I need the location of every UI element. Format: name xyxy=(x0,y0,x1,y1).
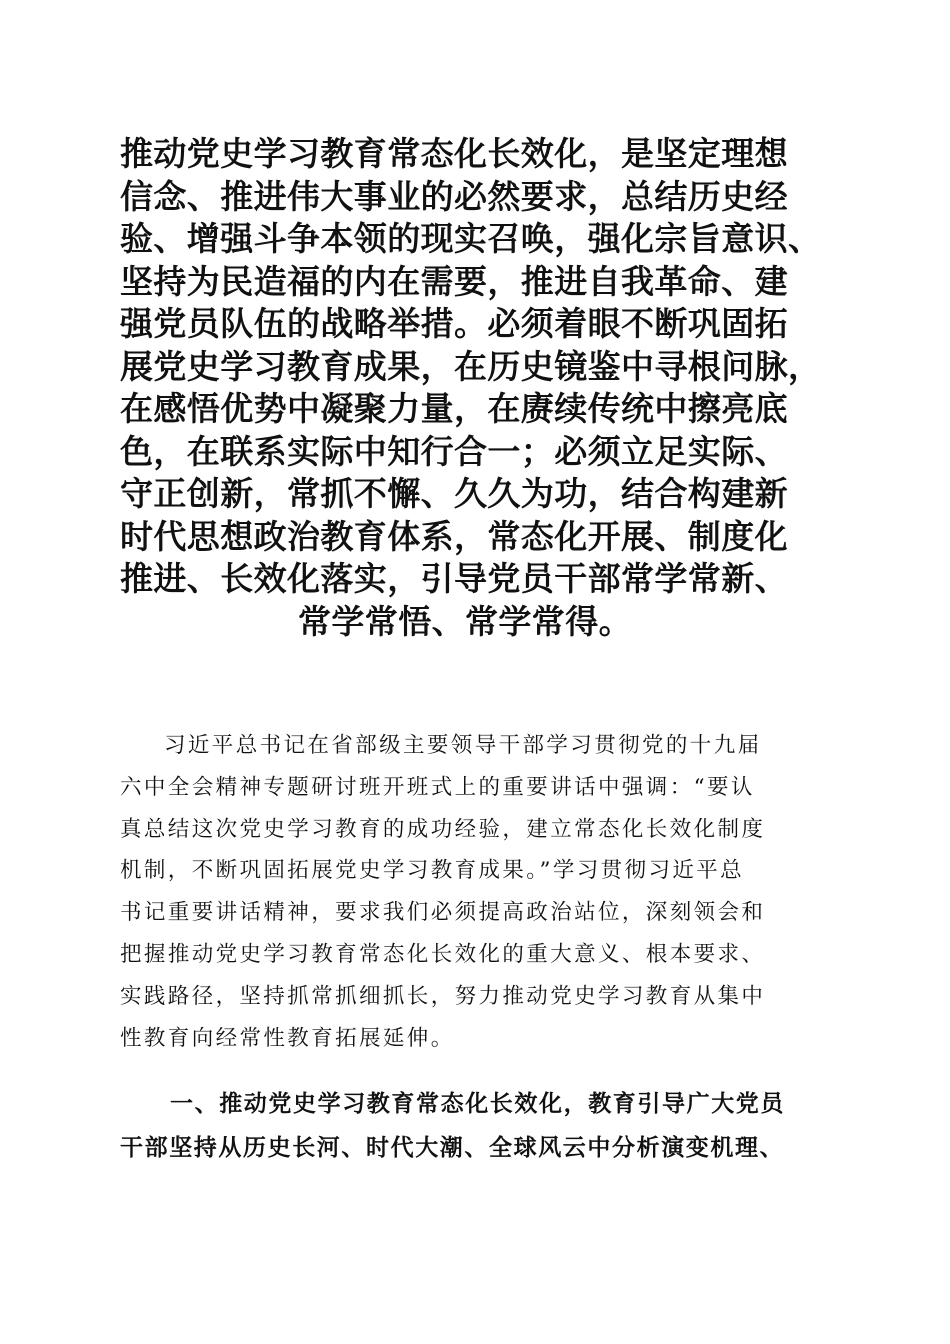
abstract-line: 在感悟优势中凝聚力量，在赓续传统中擦亮底 xyxy=(120,389,788,428)
abstract-line: 强党员队伍的战略举措。必须着眼不断巩固拓 xyxy=(120,304,788,343)
abstract-line: 常学常悟、常学常得。 xyxy=(298,601,632,641)
abstract-line: 守正创新，常抓不懈、久久为功，结合构建新 xyxy=(120,474,788,513)
abstract-line: 时代思想政治教育体系，常态化开展、制度化 xyxy=(120,516,788,556)
abstract-line: 推动党史学习教育常态化长效化，是坚定理想 xyxy=(120,134,788,173)
body-line: 习近平总书记在省部级主要领导干部学习贯彻党的十九届 xyxy=(164,733,762,758)
section-line: 干部坚持从历史长河、时代大潮、全球风云中分析演变机理、 xyxy=(120,1135,785,1161)
body-line: 六中全会精神专题研讨班开班式上的重要讲话中强调：“要认 xyxy=(120,774,755,800)
abstract-block xyxy=(120,133,840,643)
body-line: 书记重要讲话精神，要求我们必须提高政治站位，深刻领会和 xyxy=(120,900,766,926)
body-line: 把握推动党史学习教育常态化长效化的重大意义、根本要求、 xyxy=(120,941,766,967)
body-line: 性教育向经常性教育拓展延伸。 xyxy=(120,1025,455,1051)
abstract-line: 展党史学习教育成果，在历史镜鉴中寻根问脉， xyxy=(120,346,822,386)
body-line: 真总结这次党史学习教育的成功经验，建立常态化长效化制度 xyxy=(120,816,766,842)
abstract-line: 色，在联系实际中知行合一；必须立足实际、 xyxy=(120,431,788,471)
section-line: 一、推动党史学习教育常态化长效化，教育引导广大党员 xyxy=(170,1091,785,1117)
body-line: 机制，不断巩固拓展党史学习教育成果。”学习贯彻习近平总 xyxy=(120,858,745,884)
abstract-line: 坚持为民造福的内在需要，推进自我革命、建 xyxy=(120,261,788,301)
abstract-line: 推进、长效化落实，引导党员干部常学常新、 xyxy=(120,559,788,598)
body-line: 实践路径，坚持抓常抓细抓长，努力推动党史学习教育从集中 xyxy=(120,983,766,1009)
section-heading-paragraph xyxy=(120,1082,840,1170)
body-paragraph xyxy=(120,725,840,1059)
abstract-line: 信念、推进伟大事业的必然要求，总结历史经 xyxy=(120,176,788,216)
abstract-line: 验、增强斗争本领的现实召唤，强化宗旨意识、 xyxy=(120,219,822,258)
